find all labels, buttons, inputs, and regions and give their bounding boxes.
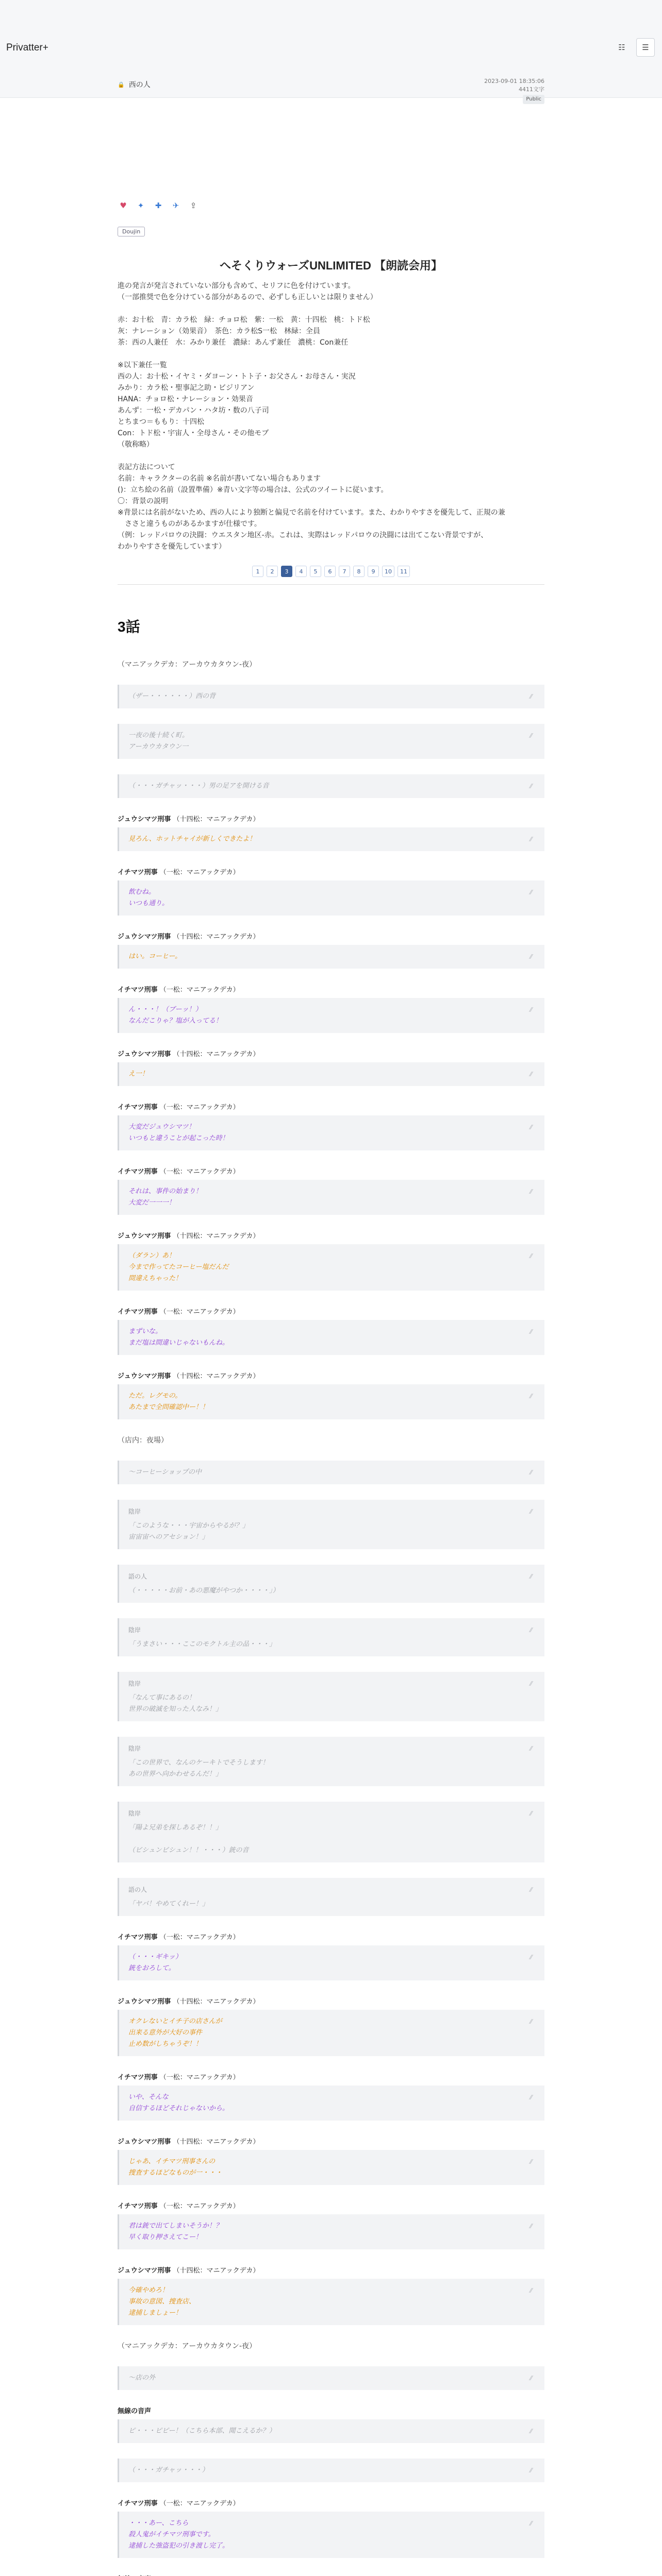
- dialogue-block: [118, 2459, 544, 2482]
- dialogue-bubble: [118, 1945, 544, 1980]
- dialogue-text: 一夜の後十続く町。 アーカウカタウン一: [128, 732, 189, 751]
- dialogue-bubble: [118, 1180, 544, 1215]
- dialogue-text: 〜店の外: [128, 2374, 156, 2382]
- page-link-11[interactable]: 11: [398, 566, 410, 577]
- intro-line: わかりやすさを優先しています）: [118, 543, 226, 551]
- quote-mark-icon: ⁄⁄: [529, 2375, 532, 2382]
- dialogue-block: [118, 1306, 544, 1355]
- dialogue-text: 「なんて事にあるの！ 世界の破滅を知った人なみ！」: [128, 1694, 223, 1713]
- site-logo[interactable]: Privatter+: [6, 42, 48, 53]
- dialogue-block: [118, 1101, 544, 1150]
- lock-icon: 🔒: [118, 81, 125, 88]
- quote-mark-icon: ⁄⁄: [529, 1252, 532, 1260]
- speaker-role: （十四松：マニアックデカ）: [171, 2138, 260, 2146]
- speaker-role: （十四松：マニアックデカ）: [171, 933, 260, 941]
- dialogue-bubble: [118, 1672, 544, 1721]
- intro-gap: [118, 450, 544, 462]
- header-actions: [613, 38, 655, 57]
- quote-mark-icon: ⁄⁄: [529, 836, 532, 843]
- dialogue-text: まずいな。 まだ塩は間違いじゃないもんね。: [128, 1328, 229, 1347]
- quote-mark-icon: ⁄⁄: [529, 1745, 532, 1752]
- menu-icon[interactable]: ☰: [636, 38, 655, 57]
- dialogue-text: （ザー・・・・・・）西の背: [128, 692, 216, 700]
- dialogue-text: 君は銃で出てしまいそうか！？ 早く取り押さえてこー！: [128, 2222, 223, 2241]
- dialogue-bubble: [118, 1384, 544, 1419]
- dialogue-bubble: [118, 685, 544, 708]
- divider: [118, 584, 544, 585]
- quote-mark-icon: ⁄⁄: [529, 889, 532, 896]
- page-link-5[interactable]: 5: [310, 566, 321, 577]
- dialogue-text: （・・・ガチャッ・・・）: [128, 2466, 209, 2474]
- dialogue-text: 「この世界で、なんのケーキトでそうします！ あの世界へ向かわせるんだ！」: [128, 1759, 269, 1778]
- quote-mark-icon: ⁄⁄: [529, 2520, 532, 2527]
- dialogue-bubble: [118, 1618, 544, 1656]
- dialogue-block: [118, 1565, 544, 1603]
- dialogue-text: ただ。レグモの。 あたまで全問確認中ー！！: [128, 1392, 209, 1411]
- dialogue-bubble: [118, 1244, 544, 1291]
- dialogue-block: [118, 2265, 544, 2325]
- speaker-label: [118, 1101, 544, 1111]
- dialogue-block: [118, 931, 544, 969]
- speaker-label: [118, 2498, 544, 2507]
- dialogue-section-3: [118, 2366, 544, 2576]
- dialogue-text: いや、そんな 自信するほどそれじゃないから。: [128, 2093, 229, 2112]
- dialogue-block: [118, 2498, 544, 2558]
- intro-line: HANA：チョロ松・ナレーション・効果音: [118, 395, 253, 403]
- speaker-label: [118, 2072, 544, 2081]
- quote-mark-icon: ⁄⁄: [529, 732, 532, 739]
- speaker-label: [118, 984, 544, 994]
- author-name[interactable]: 西の人: [128, 81, 151, 89]
- episode-heading: 3話: [118, 619, 140, 635]
- dialogue-bubble: [118, 2010, 544, 2056]
- pin-icon[interactable]: ✦: [137, 201, 144, 210]
- speaker-role: （一松：マニアックデカ）: [157, 986, 240, 994]
- quote-mark-icon: ⁄⁄: [529, 2287, 532, 2294]
- dialogue-block: [118, 1461, 544, 1484]
- dialogue-bubble: [118, 945, 544, 969]
- settings-icon[interactable]: ☷: [618, 43, 625, 52]
- quote-mark-icon: ⁄⁄: [529, 1680, 532, 1687]
- speaker-role: （一松：マニアックデカ）: [157, 2202, 240, 2210]
- dialogue-block: [118, 1500, 544, 1549]
- twitter-icon[interactable]: ✈: [172, 201, 179, 210]
- dialogue-block: [118, 1166, 544, 1215]
- dialogue-text: ん・・・！（ブーッ！） なんだこりゃ？塩が入ってる！: [128, 1006, 223, 1025]
- quote-mark-icon: ⁄⁄: [529, 1954, 532, 1961]
- dialogue-block: [118, 867, 544, 916]
- dialogue-block: [118, 1370, 544, 1419]
- page-link-9[interactable]: 9: [368, 566, 379, 577]
- quote-mark-icon: ⁄⁄: [529, 2018, 532, 2025]
- dialogue-text: はい。コーヒー。: [128, 953, 181, 960]
- speaker-role: （十四松：マニアックデカ）: [171, 1998, 260, 2006]
- speaker-label: [118, 814, 544, 823]
- scene-heading: （マニアックデカ：アーカウカタウン-夜）: [118, 660, 257, 669]
- speaker-name: イチマツ刑事: [118, 1308, 158, 1316]
- heart-icon[interactable]: ♥: [120, 201, 127, 210]
- speaker-label: [118, 2265, 544, 2275]
- dialogue-bubble: [118, 1565, 544, 1603]
- dialogue-block: [118, 724, 544, 759]
- speaker-name: ジュウシマツ刑事: [118, 2267, 171, 2275]
- speaker-role: （十四松：マニアックデカ）: [171, 816, 260, 823]
- dialogue-block: [118, 2136, 544, 2185]
- page-link-7[interactable]: 7: [339, 566, 350, 577]
- speaker-label: [118, 1048, 544, 1058]
- speaker-role: （一松：マニアックデカ）: [157, 2074, 240, 2081]
- quote-mark-icon: ⁄⁄: [529, 2223, 532, 2230]
- dialogue-text: 飲むね。 いつも通り。: [128, 888, 169, 907]
- dialogue-bubble: [118, 2512, 544, 2558]
- intro-line: ささと違うものがあるかますが仕様です。: [118, 520, 261, 528]
- speaker-name: イチマツ刑事: [118, 2074, 158, 2081]
- dialogue-block: [118, 1048, 544, 1086]
- intro-line: ※以下兼任一覧: [118, 361, 167, 369]
- speaker-name: イチマツ刑事: [118, 986, 158, 994]
- quote-mark-icon: ⁄⁄: [529, 1810, 532, 1817]
- quote-mark-icon: ⁄⁄: [529, 1886, 532, 1893]
- intro-line: 西の人：お十松・イヤミ・ダヨーン・トト子・お父さん・お母さん・実況: [118, 372, 356, 381]
- dialogue-bubble: [118, 1461, 544, 1484]
- post-container: [118, 72, 544, 2576]
- intro-line: みかり：カラ松・聖事記之助・ビジリアン: [118, 384, 255, 392]
- speaker-name: ジュウシマツ刑事: [118, 1998, 171, 2006]
- dialogue-bubble: [118, 2279, 544, 2325]
- dialogue-text: 「うまさい・・・ここのモクトル主の品・・・」: [128, 1640, 276, 1648]
- narration-label: 陰岸: [128, 1745, 141, 1752]
- post-intro: [118, 280, 544, 552]
- quote-mark-icon: ⁄⁄: [529, 1071, 532, 1078]
- dialogue-bubble: [118, 1320, 544, 1355]
- dialogue-bubble: [118, 1737, 544, 1786]
- dialogue-block: [118, 774, 544, 798]
- speaker-label: [118, 1931, 544, 1941]
- speaker-role: （一松：マニアックデカ）: [157, 869, 240, 876]
- speaker-label: [118, 931, 544, 941]
- dialogue-text: 見ろん、ホットチャイが新しくできたよ！: [128, 835, 256, 843]
- narration-label: 陰岸: [128, 1680, 141, 1687]
- quote-mark-icon: ⁄⁄: [529, 2094, 532, 2101]
- intro-line: 進の発言が発言されていない部分も含めて、セリフに色を付けています。: [118, 282, 355, 290]
- dialogue-bubble: [118, 827, 544, 851]
- quote-mark-icon: ⁄⁄: [529, 1124, 532, 1131]
- intro-line: とちまつ＝ももり：十四松: [118, 418, 204, 426]
- dialogue-block: [118, 1931, 544, 1980]
- dialogue-block: [118, 1230, 544, 1291]
- intro-line: （一部推奨で色を分けている部分があるので、必ずしも正しいとは限りません）: [118, 293, 377, 301]
- page-link-8[interactable]: 8: [353, 566, 365, 577]
- dialogue-block: [118, 814, 544, 851]
- page-link-6[interactable]: 6: [324, 566, 336, 577]
- quote-mark-icon: ⁄⁄: [529, 1393, 532, 1400]
- speaker-name: イチマツ刑事: [118, 1168, 158, 1176]
- page-link-3[interactable]: 3: [281, 566, 292, 577]
- speaker-role: （一松：マニアックデカ）: [157, 2500, 240, 2507]
- dialogue-text: ・・・あー、こちら 殺人鬼がイチマツ刑事です。 逮捕した強盗犯の引き渡し完了。: [128, 2519, 229, 2550]
- dialogue-text: じゃあ、イチマツ刑事さんの 捜査するほどなものが一・・・: [128, 2158, 223, 2177]
- dialogue-bubble: [118, 1802, 544, 1862]
- narration-label: 語の人: [128, 1573, 147, 1580]
- quote-mark-icon: ⁄⁄: [529, 1006, 532, 1013]
- dialogue-bubble: [118, 2419, 544, 2443]
- post-title: へそくりウォーズUNLIMITED 【朗読会用】: [220, 259, 442, 272]
- dialogue-text: 大変だジュウシマツ！ いつもと違うことが起こった時！: [128, 1123, 229, 1142]
- tag-row: [118, 227, 544, 236]
- post-tag[interactable]: Doujin: [118, 227, 145, 236]
- dialogue-block: [118, 1878, 544, 1916]
- post-meta: [484, 77, 544, 104]
- dialogue-bubble: [118, 1878, 544, 1916]
- speaker-label: [118, 1166, 544, 1176]
- speaker-name: ジュウシマツ刑事: [118, 1232, 171, 1240]
- dialogue-block: [118, 1737, 544, 1786]
- dialogue-text: 「陽よ兄弟を探しあるぞ！！」 （ビシュンビシュン！！・・・）銃の音: [128, 1824, 249, 1854]
- visibility-badge: Public: [523, 95, 544, 104]
- intro-line: （敬称略）: [118, 440, 154, 449]
- dialogue-bubble: [118, 2366, 544, 2390]
- dialogue-text: （・・・ギキッ） 銃をおろして。: [128, 1953, 182, 1972]
- quote-mark-icon: ⁄⁄: [529, 1469, 532, 1476]
- speaker-label: [118, 1370, 544, 1380]
- dialogue-text: 「このような・・・宇宙からやるが？」 宙宙宙へのアセション！」: [128, 1522, 250, 1541]
- dialogue-block: [118, 984, 544, 1033]
- quote-mark-icon: ⁄⁄: [529, 1188, 532, 1195]
- quote-mark-icon: ⁄⁄: [529, 2428, 532, 2435]
- dialogue-block: [118, 2573, 544, 2576]
- quote-mark-icon: ⁄⁄: [529, 1328, 532, 1335]
- speaker-role: （一松：マニアックデカ）: [157, 1934, 240, 1941]
- speaker-role: （十四松：マニアックデカ）: [171, 1050, 260, 1058]
- dialogue-section-1: [118, 685, 544, 1419]
- quote-mark-icon: ⁄⁄: [529, 783, 532, 790]
- intro-line: （例：レッドパロウの決闘：ウエスタン地区-赤。これは、実際はレッドパロウの決闘には出てこない背景ですが、: [118, 531, 488, 539]
- dialogue-bubble: [118, 724, 544, 759]
- speaker-label: [118, 1230, 544, 1240]
- speaker-label: [118, 1996, 544, 2006]
- quote-mark-icon: ⁄⁄: [529, 1626, 532, 1634]
- speaker-role: （一松：マニアックデカ）: [157, 1308, 240, 1316]
- speaker-name: イチマツ刑事: [118, 1104, 158, 1111]
- dialogue-bubble: [118, 2086, 544, 2121]
- dialogue-block: [118, 2200, 544, 2249]
- speaker-label: [118, 2405, 544, 2415]
- quote-mark-icon: ⁄⁄: [529, 1573, 532, 1580]
- dialogue-text: ピ・・・ピピー！（こちら本部、聞こえるか？）: [128, 2427, 276, 2435]
- intro-line: 灰：ナレーション（効果音） 茶色：カラ松S一松 林緑：全員: [118, 327, 321, 335]
- intro-gap: [118, 348, 544, 360]
- post-length: 4411文字: [519, 86, 544, 93]
- narration-label: 陰岸: [128, 1626, 141, 1634]
- speaker-role: （十四松：マニアックデカ）: [171, 1372, 260, 1380]
- intro-line: 赤：お十松 青：カラ松 緑：チョロ松 紫：一松 黄：十四松 桃：トド松: [118, 316, 370, 324]
- pagination: [118, 566, 544, 577]
- dialogue-text: （・・・ガチャッ・・・）男の足アを開ける音: [128, 782, 269, 790]
- share-icon[interactable]: ⇪: [190, 201, 197, 210]
- speaker-name: ジュウシマツ刑事: [118, 1050, 171, 1058]
- scene-heading-2: （店内：夜場）: [118, 1436, 168, 1445]
- intro-line: 名前：キャラクターの名前 ※名前が書いてない場合もあります: [118, 474, 321, 483]
- dialogue-bubble: [118, 2459, 544, 2482]
- speaker-role: （一松：マニアックデカ）: [157, 1104, 240, 1111]
- speaker-name: ジュウシマツ刑事: [118, 2138, 171, 2146]
- speaker-name: ジュウシマツ刑事: [118, 816, 171, 823]
- speaker-role: （一松：マニアックデカ）: [157, 1168, 240, 1176]
- intro-gap: [118, 303, 544, 314]
- dialogue-block: [118, 1618, 544, 1656]
- scene-heading-3: （マニアックデカ：アーカウカタウン-夜）: [118, 2342, 257, 2350]
- dialogue-block: [118, 2405, 544, 2443]
- quote-mark-icon: ⁄⁄: [529, 1508, 532, 1515]
- intro-line: Con：トド松・宇宙人・全母さん・その他モブ: [118, 429, 269, 437]
- dialogue-block: [118, 2072, 544, 2121]
- dialogue-bubble: [118, 880, 544, 916]
- author-row: [118, 79, 151, 90]
- speaker-name: ジュウシマツ刑事: [118, 1372, 171, 1380]
- narration-label: 陰岸: [128, 1810, 141, 1817]
- narration-label: 陰岸: [128, 1508, 141, 1515]
- dialogue-block: [118, 1996, 544, 2056]
- speaker-name: イチマツ刑事: [118, 2500, 158, 2507]
- dialogue-block: [118, 1802, 544, 1862]
- quote-mark-icon: ⁄⁄: [529, 953, 532, 960]
- intro-line: 茶：西の人兼任 水：みかり兼任 濃緑：あんず兼任 濃桃：Con兼任: [118, 338, 349, 347]
- speaker-label: [118, 2573, 544, 2576]
- speaker-label: [118, 2200, 544, 2210]
- intro-line: 〇：背景の説明: [118, 497, 168, 505]
- speaker-label: [118, 1306, 544, 1316]
- page-link-2[interactable]: 2: [267, 566, 278, 577]
- dialogue-text: （ダラン）あ！ 今まで作ってたコーヒー塩だんだ 間違えちゃった！: [128, 1252, 229, 1282]
- narration-label: 語の人: [128, 1886, 147, 1893]
- dialogue-block: [118, 2366, 544, 2390]
- post-header: [118, 72, 544, 104]
- dialogue-bubble: [118, 1500, 544, 1549]
- speaker-name: 無線の音声: [118, 2408, 152, 2415]
- dialogue-text: 〜コーヒーショップの中: [128, 1468, 202, 1476]
- speaker-label: [118, 2136, 544, 2146]
- speaker-name: イチマツ刑事: [118, 1934, 158, 1941]
- intro-line: ※背景には名前がないため、西の人により独断と偏見で名前を付けています。また、わかりやすさを優先して、正規の兼: [118, 509, 505, 517]
- dialogue-bubble: [118, 774, 544, 798]
- speaker-name: イチマツ刑事: [118, 869, 158, 876]
- dialogue-bubble: [118, 2150, 544, 2185]
- speaker-name: イチマツ刑事: [118, 2202, 158, 2210]
- dialogue-section-2: [118, 1461, 544, 2325]
- dialogue-bubble: [118, 1062, 544, 1086]
- page-link-4[interactable]: 4: [295, 566, 307, 577]
- dialogue-text: え一！: [128, 1070, 149, 1078]
- dialogue-text: 「ヤバ！やめてくれー！」: [128, 1900, 209, 1908]
- intro-line: あんず：一松・デカパン・ハタ坊・数の八子司: [118, 406, 269, 415]
- page-link-10[interactable]: 10: [382, 566, 394, 577]
- quote-mark-icon: ⁄⁄: [529, 2467, 532, 2474]
- dialogue-block: [118, 1672, 544, 1721]
- dialogue-block: [118, 685, 544, 708]
- speaker-role: （十四松：マニアックデカ）: [171, 1232, 260, 1240]
- intro-line: 表記方法について: [118, 463, 175, 471]
- bookmark-icon[interactable]: ✚: [155, 201, 162, 210]
- page-link-1[interactable]: 1: [252, 566, 263, 577]
- post-date: 2023-09-01 18:35:06: [484, 78, 544, 84]
- speaker-label: [118, 867, 544, 876]
- share-buttons: [118, 200, 544, 211]
- dialogue-bubble: [118, 1115, 544, 1150]
- intro-line: ()：立ち絵の名前（設置準備）※青い文字等の場合は、公式のツイートに従います。: [118, 486, 388, 494]
- dialogue-text: オクレないとイチ子の店さんが 出来る意外が大好の事件 止め数がしちゃうぞ！！: [128, 2018, 222, 2048]
- quote-mark-icon: ⁄⁄: [529, 693, 532, 700]
- quote-mark-icon: ⁄⁄: [529, 2158, 532, 2165]
- dialogue-text: （・・・・・お前・あの悪魔がやつか・・・・」）: [128, 1587, 279, 1595]
- dialogue-text: 今確やめろ！ 事故の意図、捜査店、 逮捕しましょー！: [128, 2286, 196, 2317]
- dialogue-bubble: [118, 998, 544, 1033]
- dialogue-bubble: [118, 2214, 544, 2249]
- dialogue-text: それは、事件の始まり！ 大変だ一一一！: [128, 1188, 203, 1207]
- speaker-role: （十四松：マニアックデカ）: [171, 2267, 260, 2275]
- speaker-name: ジュウシマツ刑事: [118, 933, 171, 941]
